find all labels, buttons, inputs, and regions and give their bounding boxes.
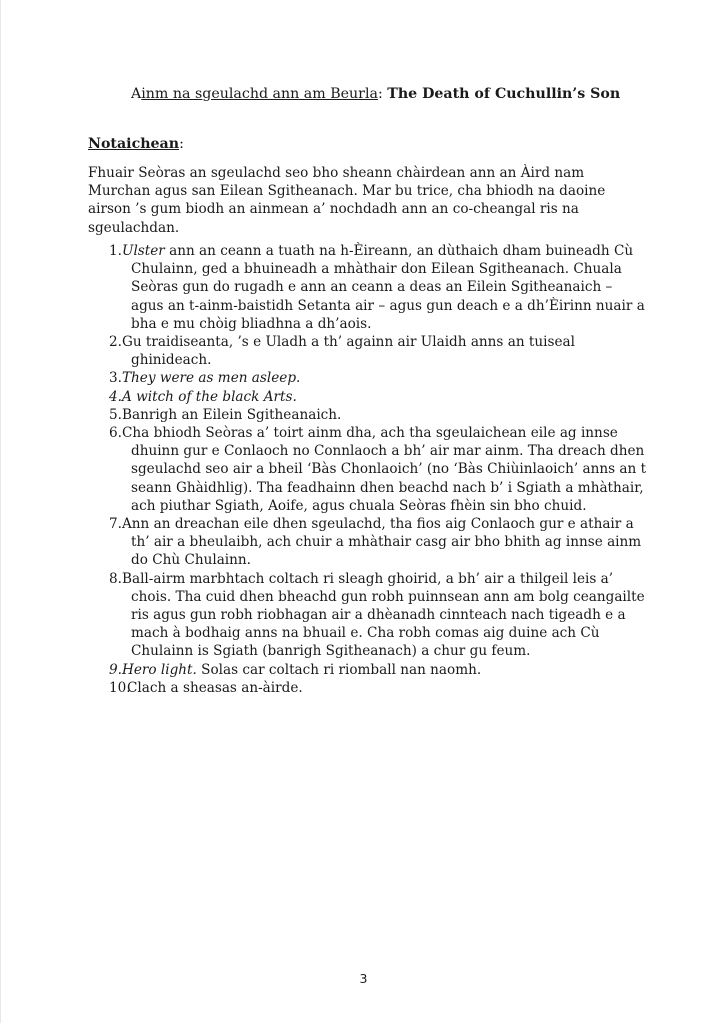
note-number: 5. [109,406,122,423]
notes-list [109,242,649,697]
note-item-8 [109,570,649,661]
note-item-6 [109,424,649,515]
note-number: 8. [109,570,122,587]
note-number: 4. [109,388,122,405]
note-number: 6. [109,425,122,442]
note-item-9 [109,661,649,679]
note-item-5 [109,406,649,424]
note-item-7 [109,515,649,570]
note-item-1 [109,242,649,333]
note-item-4 [109,388,649,406]
title-first-letter: A [131,86,142,102]
note-item-10 [109,679,649,697]
note-number: 7. [109,516,122,533]
note-italic: A witch of the black Arts. [121,388,297,405]
note-text: Ann an dreachan eile dhen sgeulachd, tha fios aig Conlaoch gur e athair a th’ air a bheulaibh, ach chuir a mhàthair casg air bho bhith ag innse ainm do Chù Chulainn. [121,516,642,569]
note-text: Ball-airm marbhtach coltach ri sleagh ghoirid, a bh’ air a thilgeil leis a’ chois. Tha cuid dhen bheachd gun robh puinnsean ann am bolg ceangailte ris agus gun robh riobhagan air a dhèanadh cinnteach nach tigeadh e a mach à bodhaig anns na bhuail e. Cha robh comas aig duine ach Cù Chulainn is Sgiath (banrigh Sgitheanach) a chur gu feum. [121,570,645,660]
note-text: Solas car coltach ri riomball nan naomh. [196,661,482,678]
note-number: 10. [109,679,131,696]
title-label: inm na sgeulachd ann am Beurla [141,86,378,102]
note-number: 9. [109,661,122,678]
note-text: Clach a sheasas an-àirde. [127,679,303,696]
note-text: ann an ceann a tuath na h-Èireann, an dùthaich dham buineadh Cù Chulainn, ged a bhuineadh a mhàthair don Eilean Sgitheanach. Chuala Seòras gun do rugadh e ann an ceann a deas an Eilein Sgitheanaich – agus an t-ainm-baistidh Setanta air – agus gun deach e a dh’Èirinn nuair a bha e mu chòig bliadhna a dh’aois. [131,243,645,332]
english-title: The Death of Cuchullin’s Son [387,86,621,102]
note-text: Banrigh an Eilein Sgitheanaich. [121,406,342,423]
note-italic: Hero light. [121,661,197,678]
page-edge [0,0,1,1023]
note-item-3 [109,369,649,387]
notes-heading-colon: : [179,136,184,152]
document-title [131,86,620,102]
title-separator: : [377,86,388,102]
page-number: 3 [359,971,368,986]
intro-paragraph: Fhuair Seòras an sgeulachd seo bho sheann chàirdean ann an Àird nam Murchan agus san Eilean Sgitheanach. Mar bu trice, cha bhiodh na daoine airson ’s gum biodh an ainmean a’ nochdadh ann an co-cheangal ris na sgeulachdan. [88,165,606,236]
note-text: Gu traidiseanta, ’s e Uladh a th’ againn air Ulaidh anns an tuiseal ghinideach. [121,334,575,369]
note-number: 3. [109,370,122,387]
note-item-2 [109,333,649,369]
note-text: Cha bhiodh Seòras a’ toirt ainm dha, ach tha sgeulaichean eile ag innse dhuinn gur e Conlaoch no Connlaoch a bh’ air mar ainm. Tha dreach dhen sgeulachd seo air a bheil ‘Bàs Chonlaoich’ (no ‘Bàs Chiùinlaoich’ anns an t seann Ghàidhlig). Tha feadhainn dhen beachd nach b’ i Sgiath a mhàthair, ach piuthar Sgiath, Aoife, agus chuala Seòras fhèin sin bho chuid. [121,425,647,514]
note-italic: Ulster [121,243,165,259]
note-number: 2. [109,334,122,351]
note-number: 1. [109,243,122,259]
notes-heading [88,136,184,152]
notes-heading-label: Notaichean [88,136,180,152]
note-italic: They were as men asleep. [121,370,301,387]
